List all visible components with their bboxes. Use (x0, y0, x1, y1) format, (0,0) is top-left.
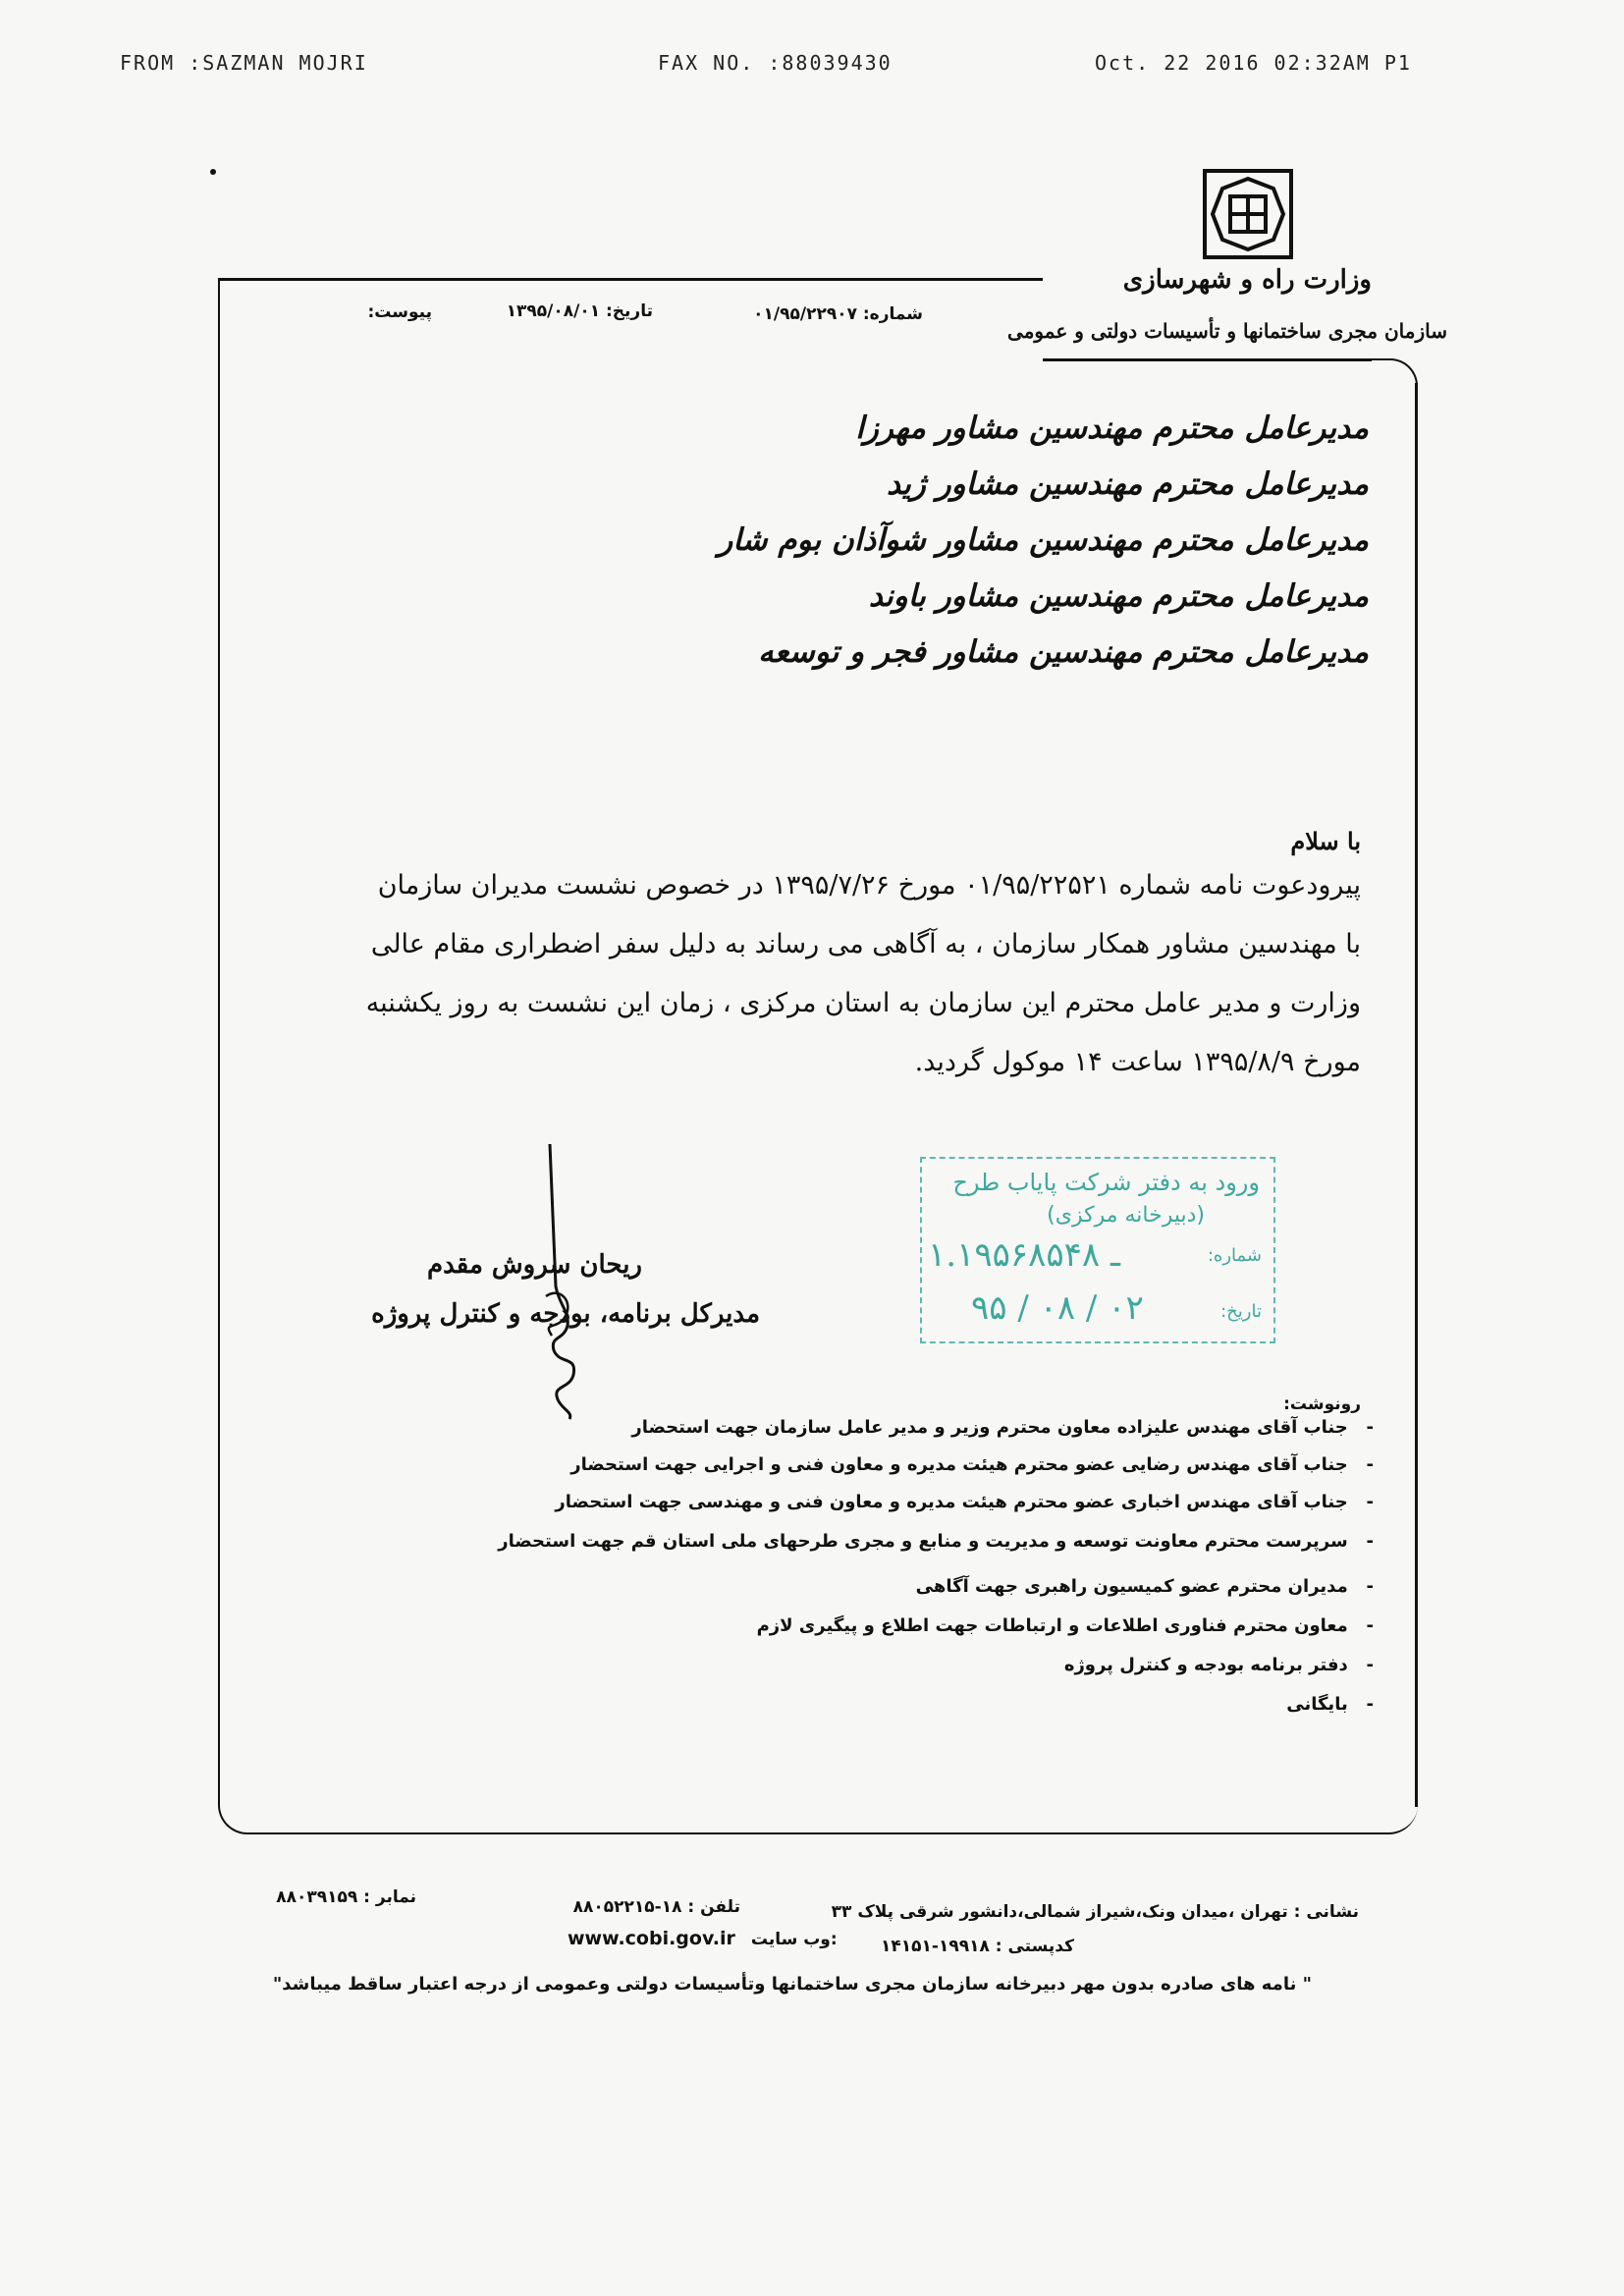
letter-body: پیرودعوت نامه شماره ۰۱/۹۵/۲۲۵۲۱ مورخ ۱۳۹۵/۷/۲۶ در خصوص نشست مدیران سازمان با مهندسین مشاور همکار سازمان ، به آگاهی می رساند به دلیل سفر اضطراری مقام عالی وزارت و مدیر عامل محترم این سازمان به استان مرکزی ، زمان این نشست به روز یکشنبه مورخ ۱۳۹۵/۸/۹ ساعت ۱۴ موکول گردید. (365, 870, 1361, 1077)
signatory-title: مدیرکل برنامه، بودجه و کنترل پروژه (371, 1299, 760, 1329)
receipt-stamp (920, 1157, 1275, 1343)
addressee-4: مدیرعامل محترم مهندسین مشاور باوند (868, 578, 1369, 614)
footer-website-label: وب سایت: (750, 1930, 838, 1949)
cc-item-7: - دفتر برنامه بودجه و کنترل پروژه (1063, 1655, 1374, 1675)
ministry-logo-icon (1203, 169, 1293, 259)
scan-dot (210, 169, 216, 175)
stamp-number-label: شماره: (1207, 1245, 1262, 1266)
fax-date: Oct. 22 2016 02:32AM P1 (1095, 51, 1412, 75)
frame-corner (1367, 358, 1418, 410)
cc-item-1: - جناب آقای مهندس علیزاده معاون محترم وزیر و مدیر عامل سازمان جهت استحضار (631, 1417, 1374, 1438)
footer-address: نشانی : تهران ،میدان ونک،شیراز شمالی،دانشور شرقی پلاک ۳۳ (831, 1902, 1359, 1922)
cc-item-5: - مدیران محترم عضو کمیسیون راهبری جهت آگاهی (915, 1576, 1374, 1597)
letter-date-label: تاریخ: (606, 301, 653, 321)
attachment-label: پیوست: (367, 302, 432, 322)
signatory-name: ریحان سروش مقدم (427, 1250, 642, 1280)
stamp-number-value: ۱.۱۹۵ـ ۶۸۵۴۸ (928, 1235, 1120, 1275)
cc-item-4: - سرپرست محترم معاونت توسعه و مدیریت و منابع و مجری طرحهای ملی استان قم جهت استحضار (498, 1531, 1374, 1552)
footer-website-url: www.cobi.gov.ir (568, 1928, 735, 1949)
addressee-1: مدیرعامل محترم مهندسین مشاور مهرزا (855, 410, 1369, 446)
cc-item-6: - معاون محترم فناوری اطلاعات و ارتباطات جهت اطلاع و پیگیری لازم (756, 1615, 1374, 1636)
greeting: با سلام (1290, 827, 1361, 855)
stamp-date-value: ۹۵ / ۰۸ / ۰۲ (971, 1288, 1144, 1328)
signature-scribble-icon (530, 1139, 599, 1424)
cc-item-2: - جناب آقای مهندس رضایی عضو محترم هیئت مدیره و معاون فنی و اجرایی جهت استحضار (570, 1454, 1374, 1475)
addressee-5: مدیرعامل محترم مهندسین مشاور فجر و توسعه (758, 634, 1369, 670)
addressee-3: مدیرعامل محترم مهندسین مشاور شوآذان بوم شار (718, 522, 1369, 558)
letter-date-value: ۱۳۹۵/۰۸/۰۱ (506, 301, 601, 321)
footer-postal: کدپستی : ۱۹۹۱۸-۱۴۱۵۱ (880, 1937, 1074, 1956)
stamp-subtitle: (دبیرخانه مرکزی) (1047, 1203, 1205, 1228)
stamp-date-label: تاریخ: (1220, 1301, 1262, 1322)
organization-name: سازمان مجری ساختمانها و تأسیسات دولتی و عمومی (1007, 319, 1447, 343)
footer-fax: نمابر : ۸۸۰۳۹۱۵۹ (276, 1887, 416, 1907)
letter-number-label: شماره: (862, 304, 923, 324)
footer-notice: " نامه های صادره بدون مهر دبیرخانه سازمان مجری ساختمانها وتأسیسات دولتی وعمومی از درجه اعتبار ساقط میباشد" (272, 1974, 1312, 1995)
footer-website (568, 1928, 838, 1949)
frame-right-line (1415, 383, 1418, 1807)
cc-item-8: - بایگانی (1286, 1694, 1374, 1715)
cc-item-3: - جناب آقای مهندس اخباری عضو محترم هیئت مدیره و معاون فنی و مهندسی جهت استحضار (555, 1492, 1374, 1512)
stamp-title: ورود به دفتر شرکت پایاب طرح (952, 1169, 1260, 1196)
addressee-2: مدیرعامل محترم مهندسین مشاور ژید (886, 466, 1369, 502)
frame-top-line-right (1043, 358, 1372, 361)
footer-phone: تلفن : ۱۸-۸۸۰۵۲۲۱۵ (572, 1897, 740, 1917)
letter-number-value: ۰۱/۹۵/۲۲۹۰۷ (753, 304, 857, 324)
fax-from: FROM :SAZMAN MOJRI (120, 51, 368, 75)
fax-number: FAX NO. :88039430 (658, 51, 893, 75)
ministry-name: وزارت راه و شهرسازی (1122, 265, 1372, 295)
cc-label: رونوشت: (1283, 1394, 1361, 1414)
